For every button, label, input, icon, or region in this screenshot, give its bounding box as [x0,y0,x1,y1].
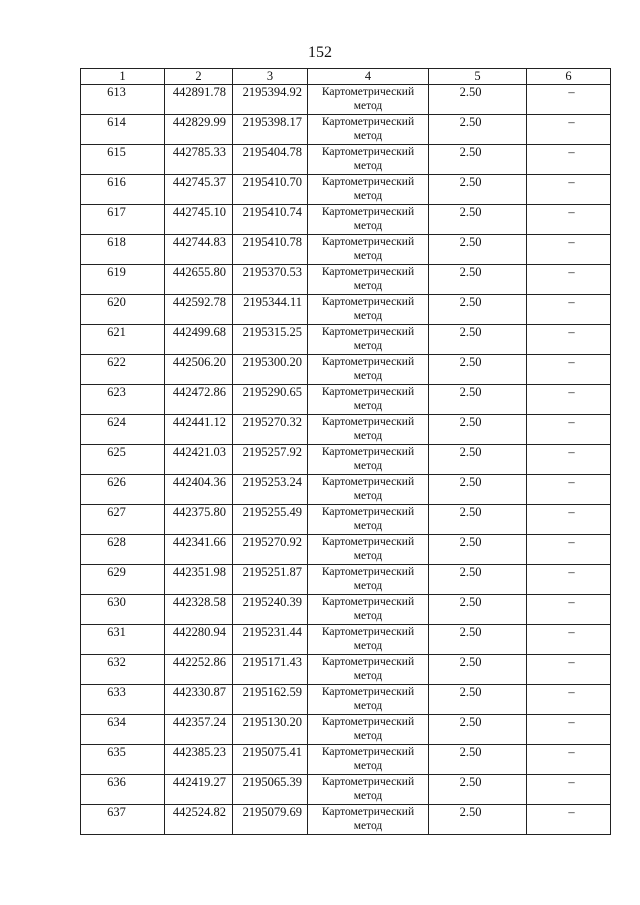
accuracy-cell: 2.50 [429,205,527,235]
note-cell: – [527,115,611,145]
y-coordinate-cell: 2195410.74 [233,205,308,235]
y-coordinate-cell: 2195370.53 [233,265,308,295]
method-cell: Картометрический метод [308,625,429,655]
method-cell: Картометрический метод [308,115,429,145]
point-number-cell: 625 [81,445,165,475]
note-cell: – [527,475,611,505]
point-number-cell: 627 [81,505,165,535]
accuracy-cell: 2.50 [429,655,527,685]
x-coordinate-cell: 442592.78 [165,295,233,325]
note-cell: – [527,325,611,355]
column-header-3: 3 [233,69,308,85]
table-row [81,265,611,295]
accuracy-cell: 2.50 [429,595,527,625]
method-cell: Картометрический метод [308,325,429,355]
point-number-cell: 613 [81,85,165,115]
y-coordinate-cell: 2195251.87 [233,565,308,595]
point-number-cell: 624 [81,415,165,445]
table-row [81,505,611,535]
x-coordinate-cell: 442421.03 [165,445,233,475]
x-coordinate-cell: 442404.36 [165,475,233,505]
method-cell: Картометрический метод [308,415,429,445]
method-cell: Картометрический метод [308,685,429,715]
y-coordinate-cell: 2195344.11 [233,295,308,325]
note-cell: – [527,505,611,535]
point-number-cell: 626 [81,475,165,505]
y-coordinate-cell: 2195315.25 [233,325,308,355]
table-body [81,85,611,835]
table-row [81,385,611,415]
column-header-5: 5 [429,69,527,85]
x-coordinate-cell: 442419.27 [165,775,233,805]
accuracy-cell: 2.50 [429,745,527,775]
y-coordinate-cell: 2195079.69 [233,805,308,835]
x-coordinate-cell: 442506.20 [165,355,233,385]
point-number-cell: 636 [81,775,165,805]
table-row [81,115,611,145]
accuracy-cell: 2.50 [429,355,527,385]
method-cell: Картометрический метод [308,85,429,115]
x-coordinate-cell: 442280.94 [165,625,233,655]
point-number-cell: 614 [81,115,165,145]
note-cell: – [527,235,611,265]
point-number-cell: 621 [81,325,165,355]
table-row [81,235,611,265]
x-coordinate-cell: 442891.78 [165,85,233,115]
x-coordinate-cell: 442745.10 [165,205,233,235]
y-coordinate-cell: 2195270.92 [233,535,308,565]
note-cell: – [527,445,611,475]
y-coordinate-cell: 2195290.65 [233,385,308,415]
method-cell: Картометрический метод [308,535,429,565]
method-cell: Картометрический метод [308,505,429,535]
y-coordinate-cell: 2195231.44 [233,625,308,655]
point-number-cell: 620 [81,295,165,325]
point-number-cell: 637 [81,805,165,835]
note-cell: – [527,145,611,175]
table-row [81,355,611,385]
x-coordinate-cell: 442341.66 [165,535,233,565]
y-coordinate-cell: 2195130.20 [233,715,308,745]
note-cell: – [527,205,611,235]
page-number: 152 [308,44,332,61]
note-cell: – [527,535,611,565]
accuracy-cell: 2.50 [429,175,527,205]
table-row [81,205,611,235]
accuracy-cell: 2.50 [429,235,527,265]
point-number-cell: 631 [81,625,165,655]
table-row [81,535,611,565]
accuracy-cell: 2.50 [429,325,527,355]
point-number-cell: 622 [81,355,165,385]
point-number-cell: 618 [81,235,165,265]
accuracy-cell: 2.50 [429,145,527,175]
y-coordinate-cell: 2195065.39 [233,775,308,805]
y-coordinate-cell: 2195270.32 [233,415,308,445]
note-cell: – [527,745,611,775]
x-coordinate-cell: 442499.68 [165,325,233,355]
table-row [81,805,611,835]
table-row [81,565,611,595]
y-coordinate-cell: 2195404.78 [233,145,308,175]
table-row [81,445,611,475]
note-cell: – [527,85,611,115]
table-header [81,69,611,85]
accuracy-cell: 2.50 [429,385,527,415]
point-number-cell: 629 [81,565,165,595]
table-row [81,175,611,205]
header-row [81,69,611,85]
point-number-cell: 632 [81,655,165,685]
table-row [81,655,611,685]
table-row [81,85,611,115]
method-cell: Картометрический метод [308,385,429,415]
method-cell: Картометрический метод [308,805,429,835]
y-coordinate-cell: 2195257.92 [233,445,308,475]
table-row [81,625,611,655]
x-coordinate-cell: 442744.83 [165,235,233,265]
point-number-cell: 619 [81,265,165,295]
column-header-1: 1 [81,69,165,85]
note-cell: – [527,565,611,595]
accuracy-cell: 2.50 [429,775,527,805]
y-coordinate-cell: 2195255.49 [233,505,308,535]
note-cell: – [527,805,611,835]
accuracy-cell: 2.50 [429,475,527,505]
y-coordinate-cell: 2195162.59 [233,685,308,715]
y-coordinate-cell: 2195075.41 [233,745,308,775]
method-cell: Картометрический метод [308,205,429,235]
method-cell: Картометрический метод [308,295,429,325]
table-row [81,415,611,445]
x-coordinate-cell: 442328.58 [165,595,233,625]
accuracy-cell: 2.50 [429,685,527,715]
note-cell: – [527,415,611,445]
method-cell: Картометрический метод [308,595,429,625]
table-row [81,475,611,505]
column-header-6: 6 [527,69,611,85]
method-cell: Картометрический метод [308,235,429,265]
x-coordinate-cell: 442785.33 [165,145,233,175]
point-number-cell: 634 [81,715,165,745]
accuracy-cell: 2.50 [429,85,527,115]
method-cell: Картометрический метод [308,655,429,685]
y-coordinate-cell: 2195410.70 [233,175,308,205]
point-number-cell: 635 [81,745,165,775]
table-row [81,295,611,325]
accuracy-cell: 2.50 [429,715,527,745]
x-coordinate-cell: 442330.87 [165,685,233,715]
y-coordinate-cell: 2195410.78 [233,235,308,265]
note-cell: – [527,595,611,625]
accuracy-cell: 2.50 [429,625,527,655]
x-coordinate-cell: 442252.86 [165,655,233,685]
table-row [81,685,611,715]
x-coordinate-cell: 442655.80 [165,265,233,295]
point-number-cell: 617 [81,205,165,235]
accuracy-cell: 2.50 [429,565,527,595]
x-coordinate-cell: 442385.23 [165,745,233,775]
point-number-cell: 623 [81,385,165,415]
x-coordinate-cell: 442829.99 [165,115,233,145]
x-coordinate-cell: 442524.82 [165,805,233,835]
accuracy-cell: 2.50 [429,805,527,835]
x-coordinate-cell: 442351.98 [165,565,233,595]
x-coordinate-cell: 442472.86 [165,385,233,415]
note-cell: – [527,685,611,715]
table-row [81,325,611,355]
method-cell: Картометрический метод [308,145,429,175]
accuracy-cell: 2.50 [429,535,527,565]
note-cell: – [527,625,611,655]
y-coordinate-cell: 2195394.92 [233,85,308,115]
point-number-cell: 615 [81,145,165,175]
note-cell: – [527,295,611,325]
accuracy-cell: 2.50 [429,295,527,325]
note-cell: – [527,775,611,805]
table-row [81,775,611,805]
accuracy-cell: 2.50 [429,415,527,445]
point-number-cell: 616 [81,175,165,205]
method-cell: Картометрический метод [308,715,429,745]
y-coordinate-cell: 2195253.24 [233,475,308,505]
method-cell: Картометрический метод [308,775,429,805]
method-cell: Картометрический метод [308,565,429,595]
method-cell: Картометрический метод [308,265,429,295]
method-cell: Картометрический метод [308,745,429,775]
accuracy-cell: 2.50 [429,505,527,535]
method-cell: Картометрический метод [308,355,429,385]
method-cell: Картометрический метод [308,445,429,475]
y-coordinate-cell: 2195171.43 [233,655,308,685]
accuracy-cell: 2.50 [429,265,527,295]
accuracy-cell: 2.50 [429,115,527,145]
table-row [81,595,611,625]
column-header-4: 4 [308,69,429,85]
x-coordinate-cell: 442745.37 [165,175,233,205]
point-number-cell: 630 [81,595,165,625]
note-cell: – [527,655,611,685]
table-row [81,715,611,745]
y-coordinate-cell: 2195240.39 [233,595,308,625]
y-coordinate-cell: 2195300.20 [233,355,308,385]
point-number-cell: 628 [81,535,165,565]
x-coordinate-cell: 442441.12 [165,415,233,445]
accuracy-cell: 2.50 [429,445,527,475]
note-cell: – [527,265,611,295]
method-cell: Картометрический метод [308,175,429,205]
table-row [81,745,611,775]
y-coordinate-cell: 2195398.17 [233,115,308,145]
note-cell: – [527,715,611,745]
column-header-2: 2 [165,69,233,85]
x-coordinate-cell: 442357.24 [165,715,233,745]
method-cell: Картометрический метод [308,475,429,505]
point-number-cell: 633 [81,685,165,715]
table-row [81,145,611,175]
note-cell: – [527,355,611,385]
coordinates-table [80,68,611,835]
x-coordinate-cell: 442375.80 [165,505,233,535]
note-cell: – [527,385,611,415]
note-cell: – [527,175,611,205]
